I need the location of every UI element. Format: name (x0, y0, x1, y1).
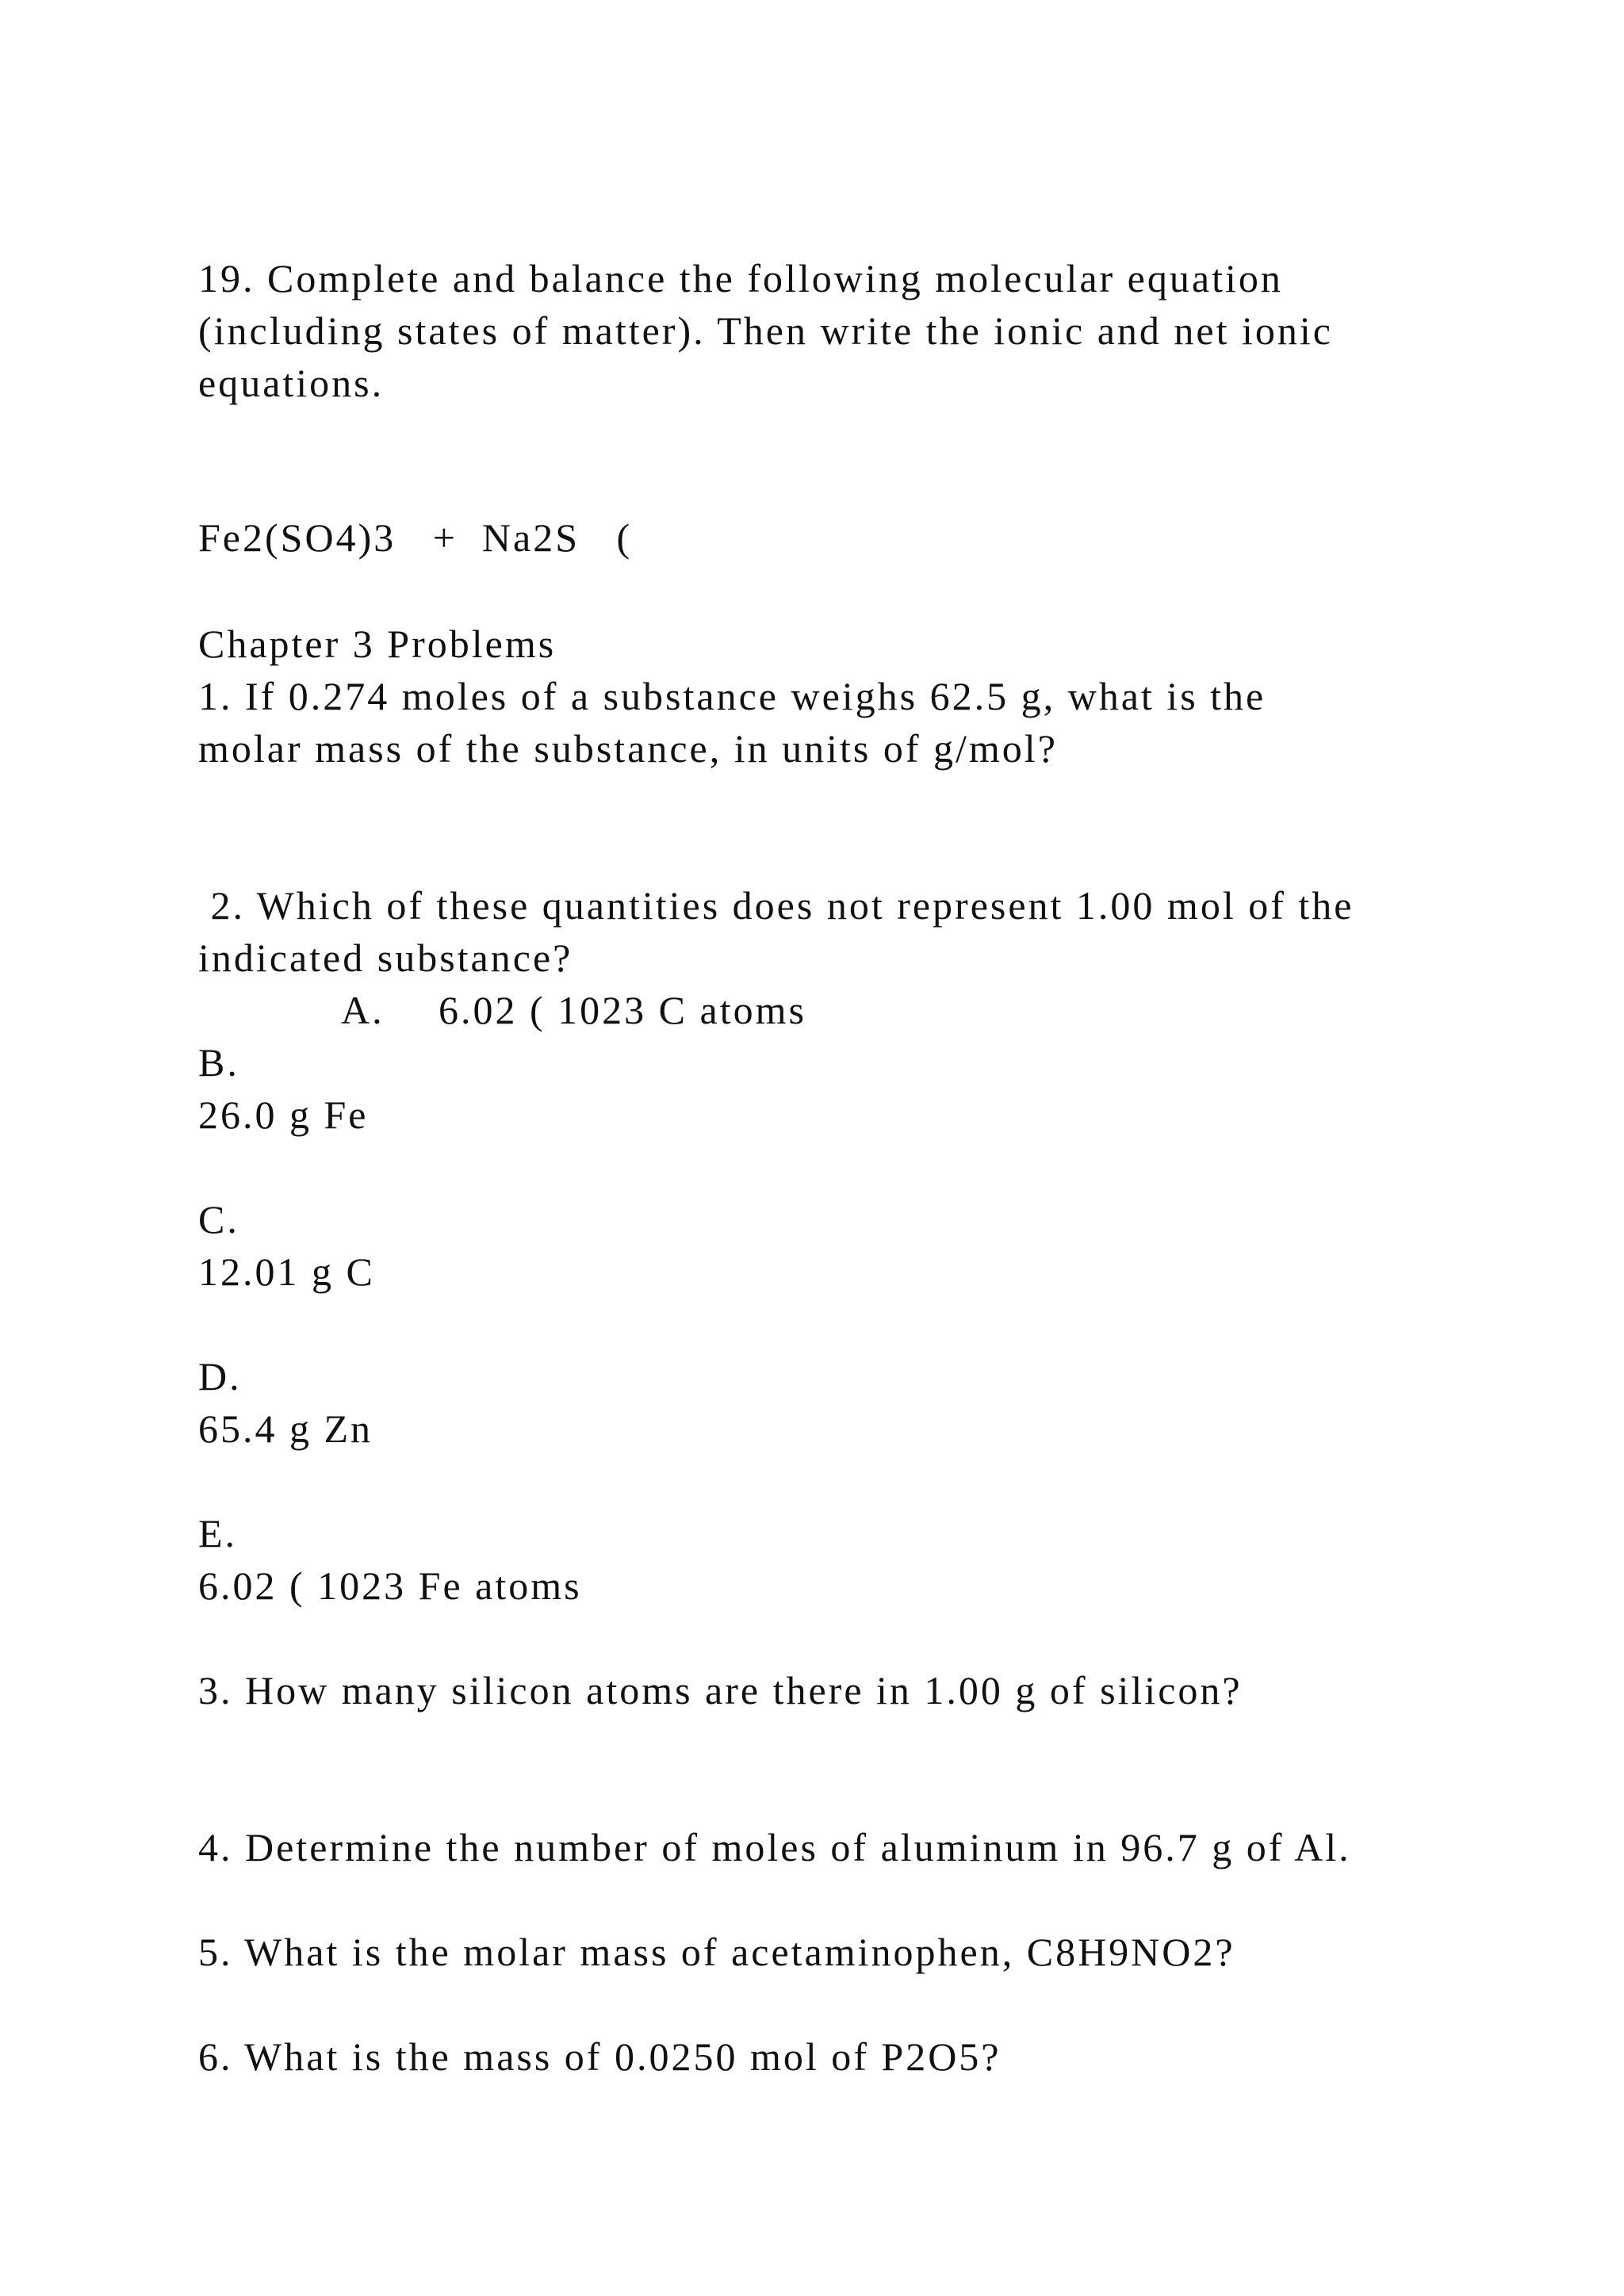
q19-line-1: 19. Complete and balance the following molecular equation (198, 256, 1283, 300)
q19-line-2: (including states of matter). Then write the ionic and net ionic (198, 308, 1333, 353)
q2-line-1: 2. Which of these quantities does not represent 1.00 mol of the (198, 883, 1354, 928)
q2-option-d-text: 65.4 g Zn (198, 1406, 373, 1451)
q2-option-b-text: 26.0 g Fe (198, 1093, 369, 1137)
q2-option-e-text: 6.02 ( 1023 Fe atoms (198, 1563, 582, 1608)
q19-line-3: equations. (198, 361, 385, 405)
q2-option-b-label: B. (198, 1040, 239, 1085)
q19-equation: Fe2(SO4)3 + Na2S ( (198, 515, 633, 560)
q2-option-c-text: 12.01 g C (198, 1249, 375, 1294)
q6-text: 6. What is the mass of 0.0250 mol of P2O5? (198, 2034, 1002, 2079)
q3-text: 3. How many silicon atoms are there in 1.00 g of silicon? (198, 1668, 1243, 1712)
q2-option-a-label: A. (341, 988, 385, 1032)
q2-option-a-text: 6.02 ( 1023 C atoms (439, 988, 806, 1032)
q2-option-e-label: E. (198, 1511, 238, 1556)
q2-option-c-label: C. (198, 1197, 239, 1242)
chapter-heading: Chapter 3 Problems (198, 622, 557, 666)
q1-line-2: molar mass of the substance, in units of g/mol? (198, 726, 1058, 771)
q5-text: 5. What is the molar mass of acetaminophen, C8H9NO2? (198, 1930, 1235, 1974)
q4-text: 4. Determine the number of moles of aluminum in 96.7 g of Al. (198, 1825, 1351, 1869)
q2-line-2: indicated substance? (198, 936, 573, 980)
q2-option-d-label: D. (198, 1354, 242, 1399)
q1-line-1: 1. If 0.274 moles of a substance weighs 62.5 g, what is the (198, 674, 1266, 718)
